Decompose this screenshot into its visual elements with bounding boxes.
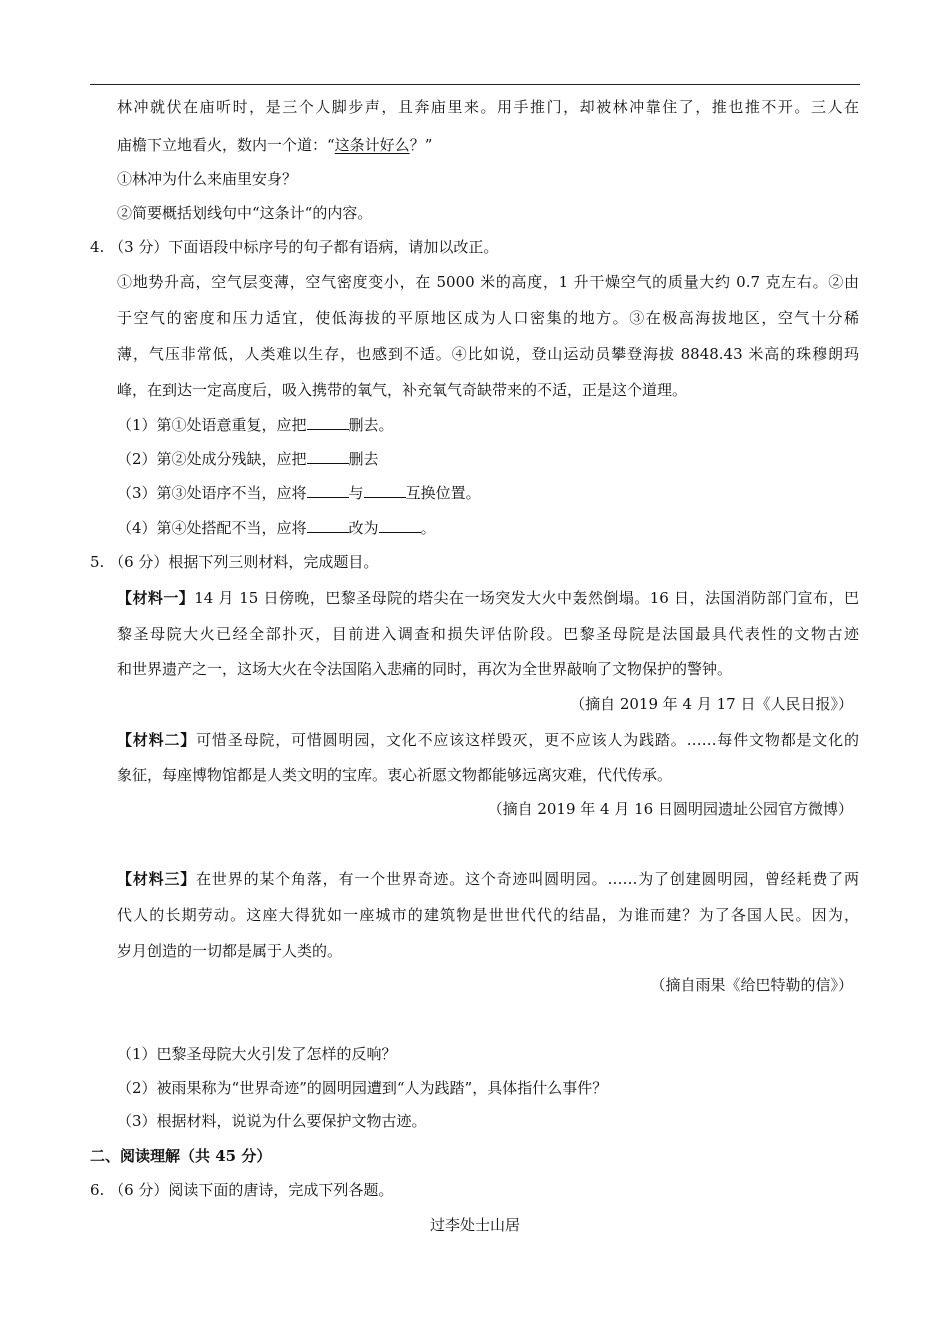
passage-question-2: ②简要概括划线句中“这条计“的内容。 — [117, 204, 373, 222]
section-2-title: 二、阅读理解（共 45 分） — [90, 1147, 272, 1165]
q4-stem: 4. （3 分）下面语段中标序号的句子都有语病，请加以改正。 — [90, 238, 499, 256]
answer-blank[interactable] — [307, 518, 349, 533]
answer-blank[interactable] — [379, 518, 421, 533]
q5-sub-1: （1）巴黎圣母院大火引发了怎样的反响？ — [117, 1045, 397, 1063]
q4-sub-3: （3）第③处语序不当，应将 与 互换位置。 — [117, 484, 481, 502]
material-3-line: 岁月创造的一切都是属于人类的。 — [117, 942, 343, 960]
q5-stem: 5. （6 分）根据下列三则材料，完成题目。 — [90, 553, 379, 571]
q4-text-line: 薄，气压非常低，人类难以生存，也感到不适。④比如说，登山运动员攀登海拔 8848.43 米高的珠穆朗玛 — [117, 345, 859, 363]
material-3-line: 代人的长期劳动。这座大得犹如一座城市的建筑物是世世代代的结晶，为谁而建？为了各国人民。因为， — [117, 906, 859, 924]
q4-text-line: 于空气的密度和压力适宜，使低海拔的平原地区成为人口密集的地方。③在极高海拔地区，空气十分稀 — [117, 309, 859, 327]
material-1-line: 和世界遗产之一，这场大火在令法国陷入悲痛的同时，再次为全世界敲响了文物保护的警钟。 — [117, 660, 733, 678]
q6-stem: 6. （6 分）阅读下面的唐诗，完成下列各题。 — [90, 1181, 394, 1199]
passage-line-1: 林冲就伏在庙听时，是三个人脚步声，且奔庙里来。用手推门，却被林冲靠住了，推也推不开。三人在 — [117, 98, 859, 116]
passage-line-2: 庙檐下立地看火，数内一个道：“这条计好么？” — [117, 136, 433, 154]
q5-sub-2: （2）被雨果称为“世界奇迹”的圆明园遭到“人为践踏”，具体指什么事件？ — [117, 1079, 608, 1097]
material-3-line: 【材料三】在世界的某个角落，有一个世界奇迹。这个奇迹叫圆明园。……为了创建圆明园，曾经耗费了两 — [117, 870, 859, 888]
q5-sub-3: （3）根据材料，说说为什么要保护文物古迹。 — [117, 1112, 427, 1130]
material-1-source: （摘自 2019 年 4 月 17 日《人民日报》） — [570, 695, 853, 713]
answer-blank[interactable] — [307, 483, 349, 498]
q4-sub-1: （1）第①处语意重复，应把 删去。 — [117, 416, 394, 434]
material-2-source: （摘自 2019 年 4 月 16 日圆明园遗址公园官方微博） — [487, 800, 853, 818]
q6-number: 6. — [90, 1181, 105, 1199]
passage-question-1: ①林冲为什么来庙里安身？ — [117, 170, 298, 188]
q4-text-line: ①地势升高，空气层变薄，空气密度变小，在 5000 米的高度，1 升干燥空气的质量大约 0.7 克左右。②由 — [117, 273, 859, 291]
material-2-line: 象征，每座博物馆都是人类文明的宝库。衷心祈愿文物都能够远离灾难，代代传承。 — [117, 766, 673, 784]
material-2-label: 【材料二】 — [117, 731, 197, 749]
q4-sub-4: （4）第④处搭配不当，应将 改为 。 — [117, 519, 436, 537]
material-2-line: 【材料二】可惜圣母院，可惜圆明园，文化不应该这样毁灭，更不应该人为践踏。……每件文物都是文化的 — [117, 731, 859, 749]
q5-number: 5. — [90, 553, 105, 571]
q4-sub-2: （2）第②处成分残缺，应把 删去 — [117, 450, 379, 468]
header-rule — [90, 84, 860, 85]
material-1-line: 黎圣母院大火已经全部扑灭，目前进入调查和损失评估阶段。巴黎圣母院是法国最具代表性的文物古迹 — [117, 625, 859, 643]
poem-title: 过李处士山居 — [429, 1216, 520, 1234]
answer-blank[interactable] — [307, 415, 349, 430]
material-3-label: 【材料三】 — [117, 870, 197, 888]
answer-blank[interactable] — [364, 483, 406, 498]
underlined-sentence: 这条计好么 — [334, 136, 410, 154]
material-1-line: 【材料一】14 月 15 日傍晚，巴黎圣母院的塔尖在一场突发大火中轰然倒塌。16 日，法国消防部门宣布，巴 — [117, 589, 859, 607]
q4-number: 4. — [90, 238, 105, 256]
material-1-label: 【材料一】 — [117, 589, 195, 607]
answer-blank[interactable] — [307, 449, 349, 464]
material-3-source: （摘自雨果《给巴特勒的信》） — [650, 976, 853, 994]
q4-text-line: 峰，在到达一定高度后，吸入携带的氧气，补充氧气奇缺带来的不适，正是这个道理。 — [117, 381, 688, 399]
